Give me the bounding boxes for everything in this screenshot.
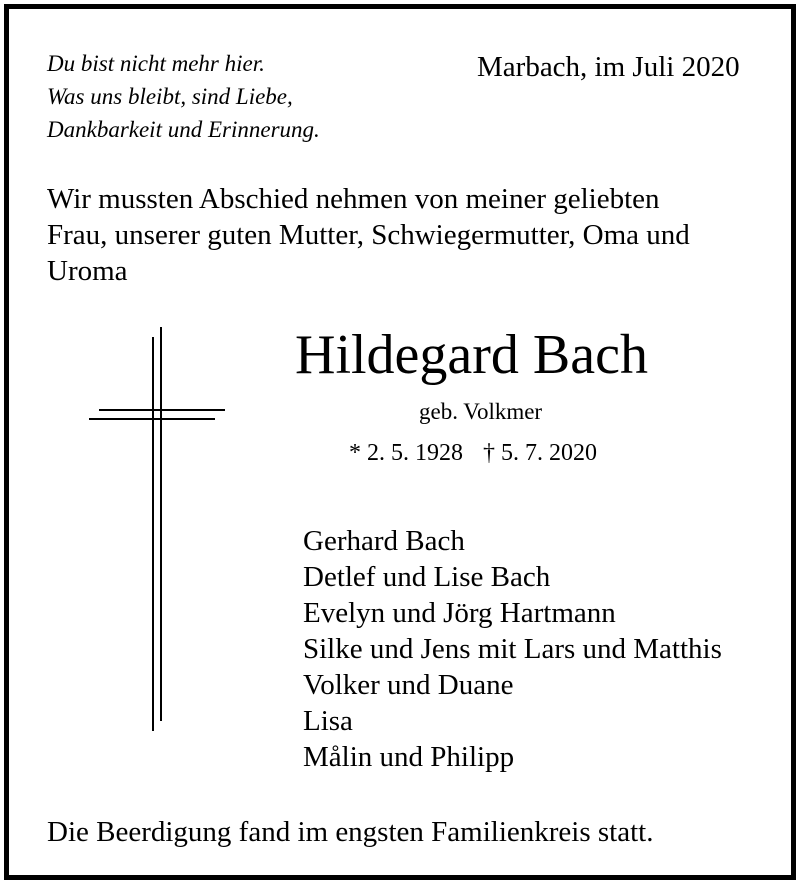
- poem-line: Dankbarkeit und Erinnerung.: [47, 117, 320, 142]
- mourner: Volker und Duane: [303, 669, 514, 701]
- mourner: Silke und Jens mit Lars und Matthis: [303, 633, 722, 665]
- poem-line: Was uns bleibt, sind Liebe,: [47, 84, 293, 109]
- intro-line: Wir mussten Abschied nehmen von meiner geliebten: [47, 183, 660, 215]
- poem-line: Du bist nicht mehr hier.: [47, 51, 265, 76]
- mourner: Evelyn und Jörg Hartmann: [303, 597, 616, 629]
- funeral-note: Die Beerdigung fand im engsten Familienkreis statt.: [47, 816, 654, 848]
- intro-line: Uroma: [47, 255, 128, 287]
- mourner: Målin und Philipp: [303, 741, 515, 773]
- place-date: Marbach, im Juli 2020: [477, 51, 740, 83]
- poem: [47, 47, 320, 146]
- mourner: Detlef und Lise Bach: [303, 561, 551, 593]
- deceased-name: Hildegard Bach: [295, 324, 648, 386]
- intro-text: [47, 181, 767, 289]
- maiden-name: geb. Volkmer: [419, 399, 543, 424]
- life-dates: [349, 437, 597, 469]
- obituary-notice: [4, 4, 796, 880]
- mourners-list: [303, 523, 722, 775]
- mourner: Lisa: [303, 705, 353, 737]
- birth-date: * 2. 5. 1928: [349, 440, 463, 466]
- cross-icon: [87, 327, 227, 731]
- death-date: † 5. 7. 2020: [483, 440, 597, 466]
- mourner: Gerhard Bach: [303, 525, 465, 557]
- intro-line: Frau, unserer guten Mutter, Schwiegermutter, Oma und: [47, 219, 690, 251]
